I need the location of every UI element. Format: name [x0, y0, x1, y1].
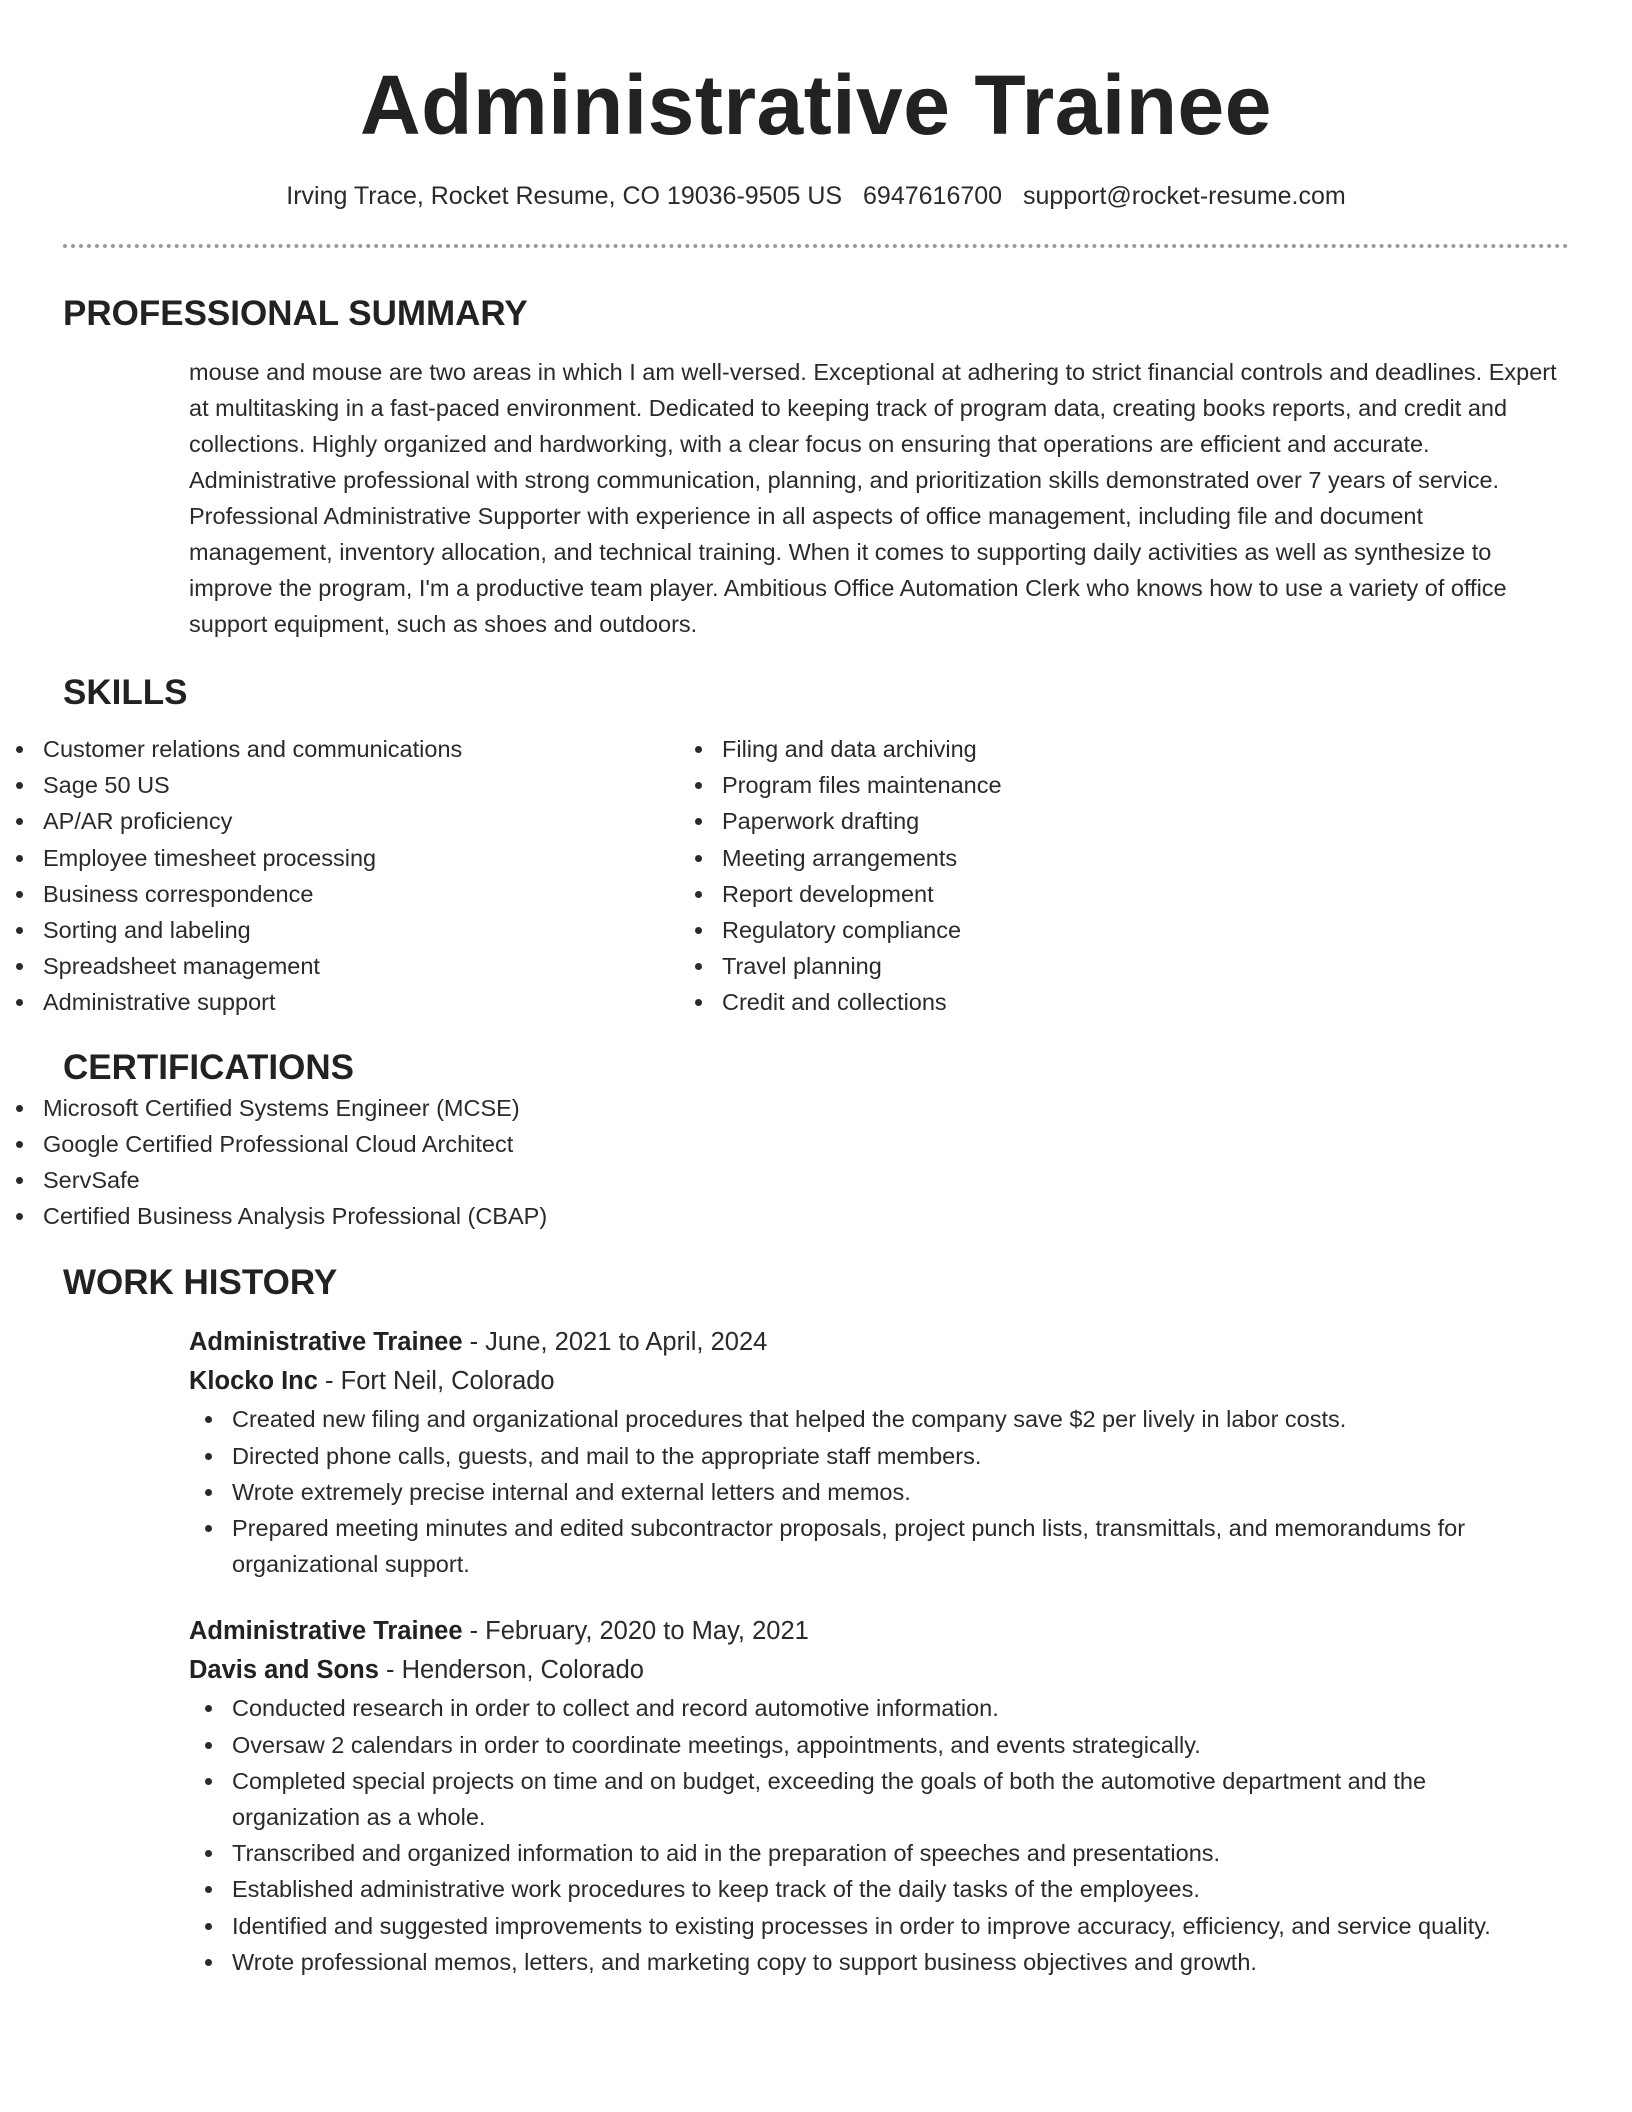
job-duty-item: Transcribed and organized information to aid in the preparation of speeches and presentations. — [189, 1835, 1569, 1871]
job-entry — [189, 1323, 1569, 1401]
certification-item: Microsoft Certified Systems Engineer (MCSE) — [0, 1090, 1632, 1126]
skill-item: Sage 50 US — [0, 767, 679, 803]
job-location: - Fort Neil, Colorado — [317, 1367, 555, 1396]
job-duty-item: Directed phone calls, guests, and mail to the appropriate staff members. — [189, 1438, 1569, 1474]
job-duty-item: Oversaw 2 calendars in order to coordinate meetings, appointments, and events strategically. — [189, 1727, 1569, 1763]
job-duty-item: Identified and suggested improvements to existing processes in order to improve accuracy, efficiency, and service quality. — [189, 1908, 1569, 1944]
skill-item: Regulatory compliance — [679, 912, 1319, 948]
summary-heading: PROFESSIONAL SUMMARY — [63, 294, 528, 333]
skills-list-left — [0, 731, 679, 1021]
job-company-line — [189, 1362, 1569, 1401]
work-history-heading: WORK HISTORY — [63, 1263, 338, 1303]
job-duty-item: Completed special projects on time and on budget, exceeding the goals of both the automotive department and the organization as a whole. — [189, 1763, 1569, 1835]
summary-text: mouse and mouse are two areas in which I am well-versed. Exceptional at adhering to strict financial controls and deadlines. Expert at multitasking in a fast-paced environment. Dedicated to keeping track of program data, creating books reports, and credit and collections. Highly organized and hardworking, with a clear focus on ensuring that operations are efficient and accurate. Administrative professional with strong communication, planning, and prioritization skills demonstrated over 7 years of service. Professional Administrative Supporter with experience in all aspects of office management, including file and document management, inventory allocation, and technical training. When it comes to supporting daily activities as well as synthesize to improve the program, I'm a productive team player. Ambitious Office Automation Clerk who knows how to use a variety of office support equipment, such as shoes and outdoors. — [189, 359, 1557, 637]
skill-item: Spreadsheet management — [0, 948, 679, 984]
skill-item: Employee timesheet processing — [0, 840, 679, 876]
skill-item: Customer relations and communications — [0, 731, 679, 767]
job-role: Administrative Trainee — [189, 1328, 463, 1357]
certification-item: ServSafe — [0, 1162, 1632, 1198]
job-dates: - June, 2021 to April, 2024 — [462, 1328, 768, 1357]
skill-item: Filing and data archiving — [679, 731, 1319, 767]
skills-list-right — [679, 731, 1319, 1021]
certification-item: Google Certified Professional Cloud Architect — [0, 1126, 1632, 1162]
job-duty-item: Wrote extremely precise internal and external letters and memos. — [189, 1474, 1569, 1510]
job-title-line — [189, 1612, 1569, 1651]
contact-phone: 6947616700 — [863, 182, 1003, 210]
resume-name: Administrative Trainee — [360, 58, 1272, 152]
skill-item: Paperwork drafting — [679, 803, 1319, 839]
certifications-heading: CERTIFICATIONS — [63, 1047, 355, 1087]
job-duty-item: Prepared meeting minutes and edited subcontractor proposals, project punch lists, transmittals, and memorandums for organizational support. — [189, 1510, 1569, 1582]
certifications-list — [0, 1090, 1632, 1235]
contact-address: Irving Trace, Rocket Resume, CO 19036-9505 US — [286, 182, 843, 210]
job-company: Davis and Sons — [189, 1656, 379, 1685]
job-duty-item: Established administrative work procedures to keep track of the daily tasks of the employees. — [189, 1871, 1569, 1907]
job-duty-item: Wrote professional memos, letters, and marketing copy to support business objectives and growth. — [189, 1944, 1569, 1980]
skill-item: Meeting arrangements — [679, 840, 1319, 876]
contact-email: support@rocket-resume.com — [1023, 182, 1346, 210]
skill-item: Credit and collections — [679, 984, 1319, 1020]
skill-item: Sorting and labeling — [0, 912, 679, 948]
job-company: Klocko Inc — [189, 1367, 318, 1396]
job-duty-item: Conducted research in order to collect and record automotive information. — [189, 1690, 1569, 1726]
job-entry — [189, 1612, 1569, 1690]
skill-item: Program files maintenance — [679, 767, 1319, 803]
job-title-line — [189, 1323, 1569, 1362]
skill-item: Travel planning — [679, 948, 1319, 984]
skills-grid — [0, 731, 1632, 1021]
header-divider — [63, 244, 1569, 248]
job-duties-list — [189, 1401, 1569, 1582]
job-company-line — [189, 1651, 1569, 1690]
job-duties-list — [189, 1690, 1569, 1980]
job-location: - Henderson, Colorado — [378, 1656, 644, 1685]
job-role: Administrative Trainee — [189, 1617, 463, 1646]
skill-item: Business correspondence — [0, 876, 679, 912]
certification-item: Certified Business Analysis Professional (CBAP) — [0, 1198, 1632, 1234]
job-duty-item: Created new filing and organizational procedures that helped the company save $2 per lively in labor costs. — [189, 1401, 1569, 1437]
skill-item: AP/AR proficiency — [0, 803, 679, 839]
job-dates: - February, 2020 to May, 2021 — [462, 1617, 809, 1646]
contact-line — [0, 178, 1632, 214]
skill-item: Report development — [679, 876, 1319, 912]
skills-heading: SKILLS — [63, 673, 188, 712]
skill-item: Administrative support — [0, 984, 679, 1020]
